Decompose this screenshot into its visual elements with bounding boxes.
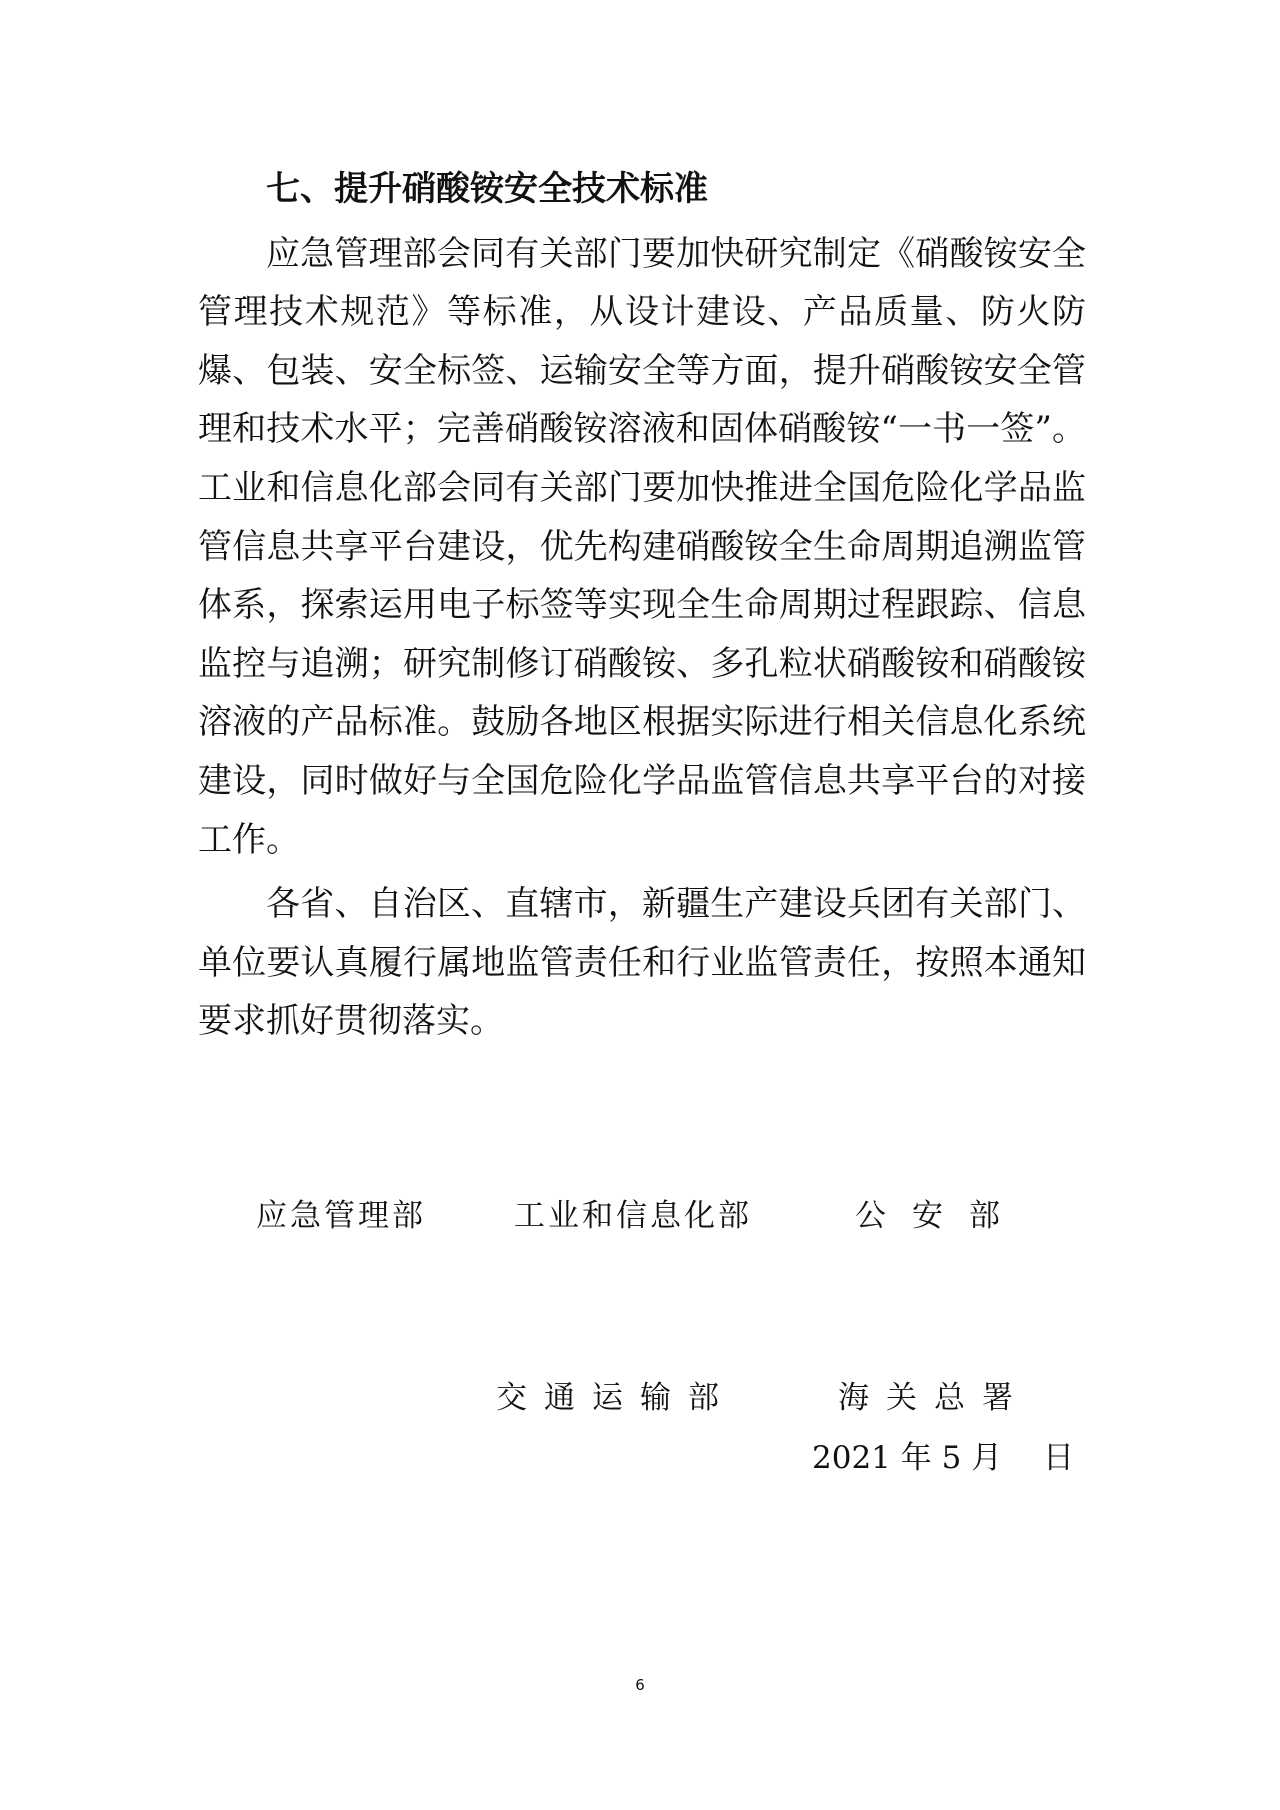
signatory-public-security: 公安部 xyxy=(855,1198,1026,1234)
signatory-industry-information: 工业和信息化部 xyxy=(514,1198,752,1234)
signatory-customs: 海关总署 xyxy=(838,1380,1030,1416)
section-heading: 七、提升硝酸铵安全技术标准 xyxy=(266,169,708,209)
document-body xyxy=(198,160,1086,1051)
document-date: 2021 年 5 月 日 xyxy=(812,1440,1075,1476)
signatory-transport: 交通运输部 xyxy=(496,1380,736,1416)
paragraph-standards: 应急管理部会同有关部门要加快研究制定《硝酸铵安全管理技术规范》等标准，从设计建设、产品质量、防火防爆、包装、安全标签、运输安全等方面，提升硝酸铵安全管理和技术水平；完善硝酸铵溶液和固体硝酸铵“一书一签”。工业和信息化部会同有关部门要加快推进全国危险化学品监管信息共享平台建设，优先构建硝酸铵全生命周期追溯监管体系，探索运用电子标签等实现全生命周期过程跟踪、信息监控与追溯；研究制修订硝酸铵、多孔粒状硝酸铵和硝酸铵溶液的产品标准。鼓励各地区根据实际进行相关信息化系统建设，同时做好与全国危险化学品监管信息共享平台的对接工作。 xyxy=(198,233,1086,860)
paragraph-implementation: 各省、自治区、直辖市，新疆生产建设兵团有关部门、单位要认真履行属地监管责任和行业监管责任，按照本通知要求抓好贯彻落实。 xyxy=(198,884,1086,1042)
signatory-emergency-management: 应急管理部 xyxy=(256,1198,426,1234)
page-number: 6 xyxy=(635,1676,645,1694)
